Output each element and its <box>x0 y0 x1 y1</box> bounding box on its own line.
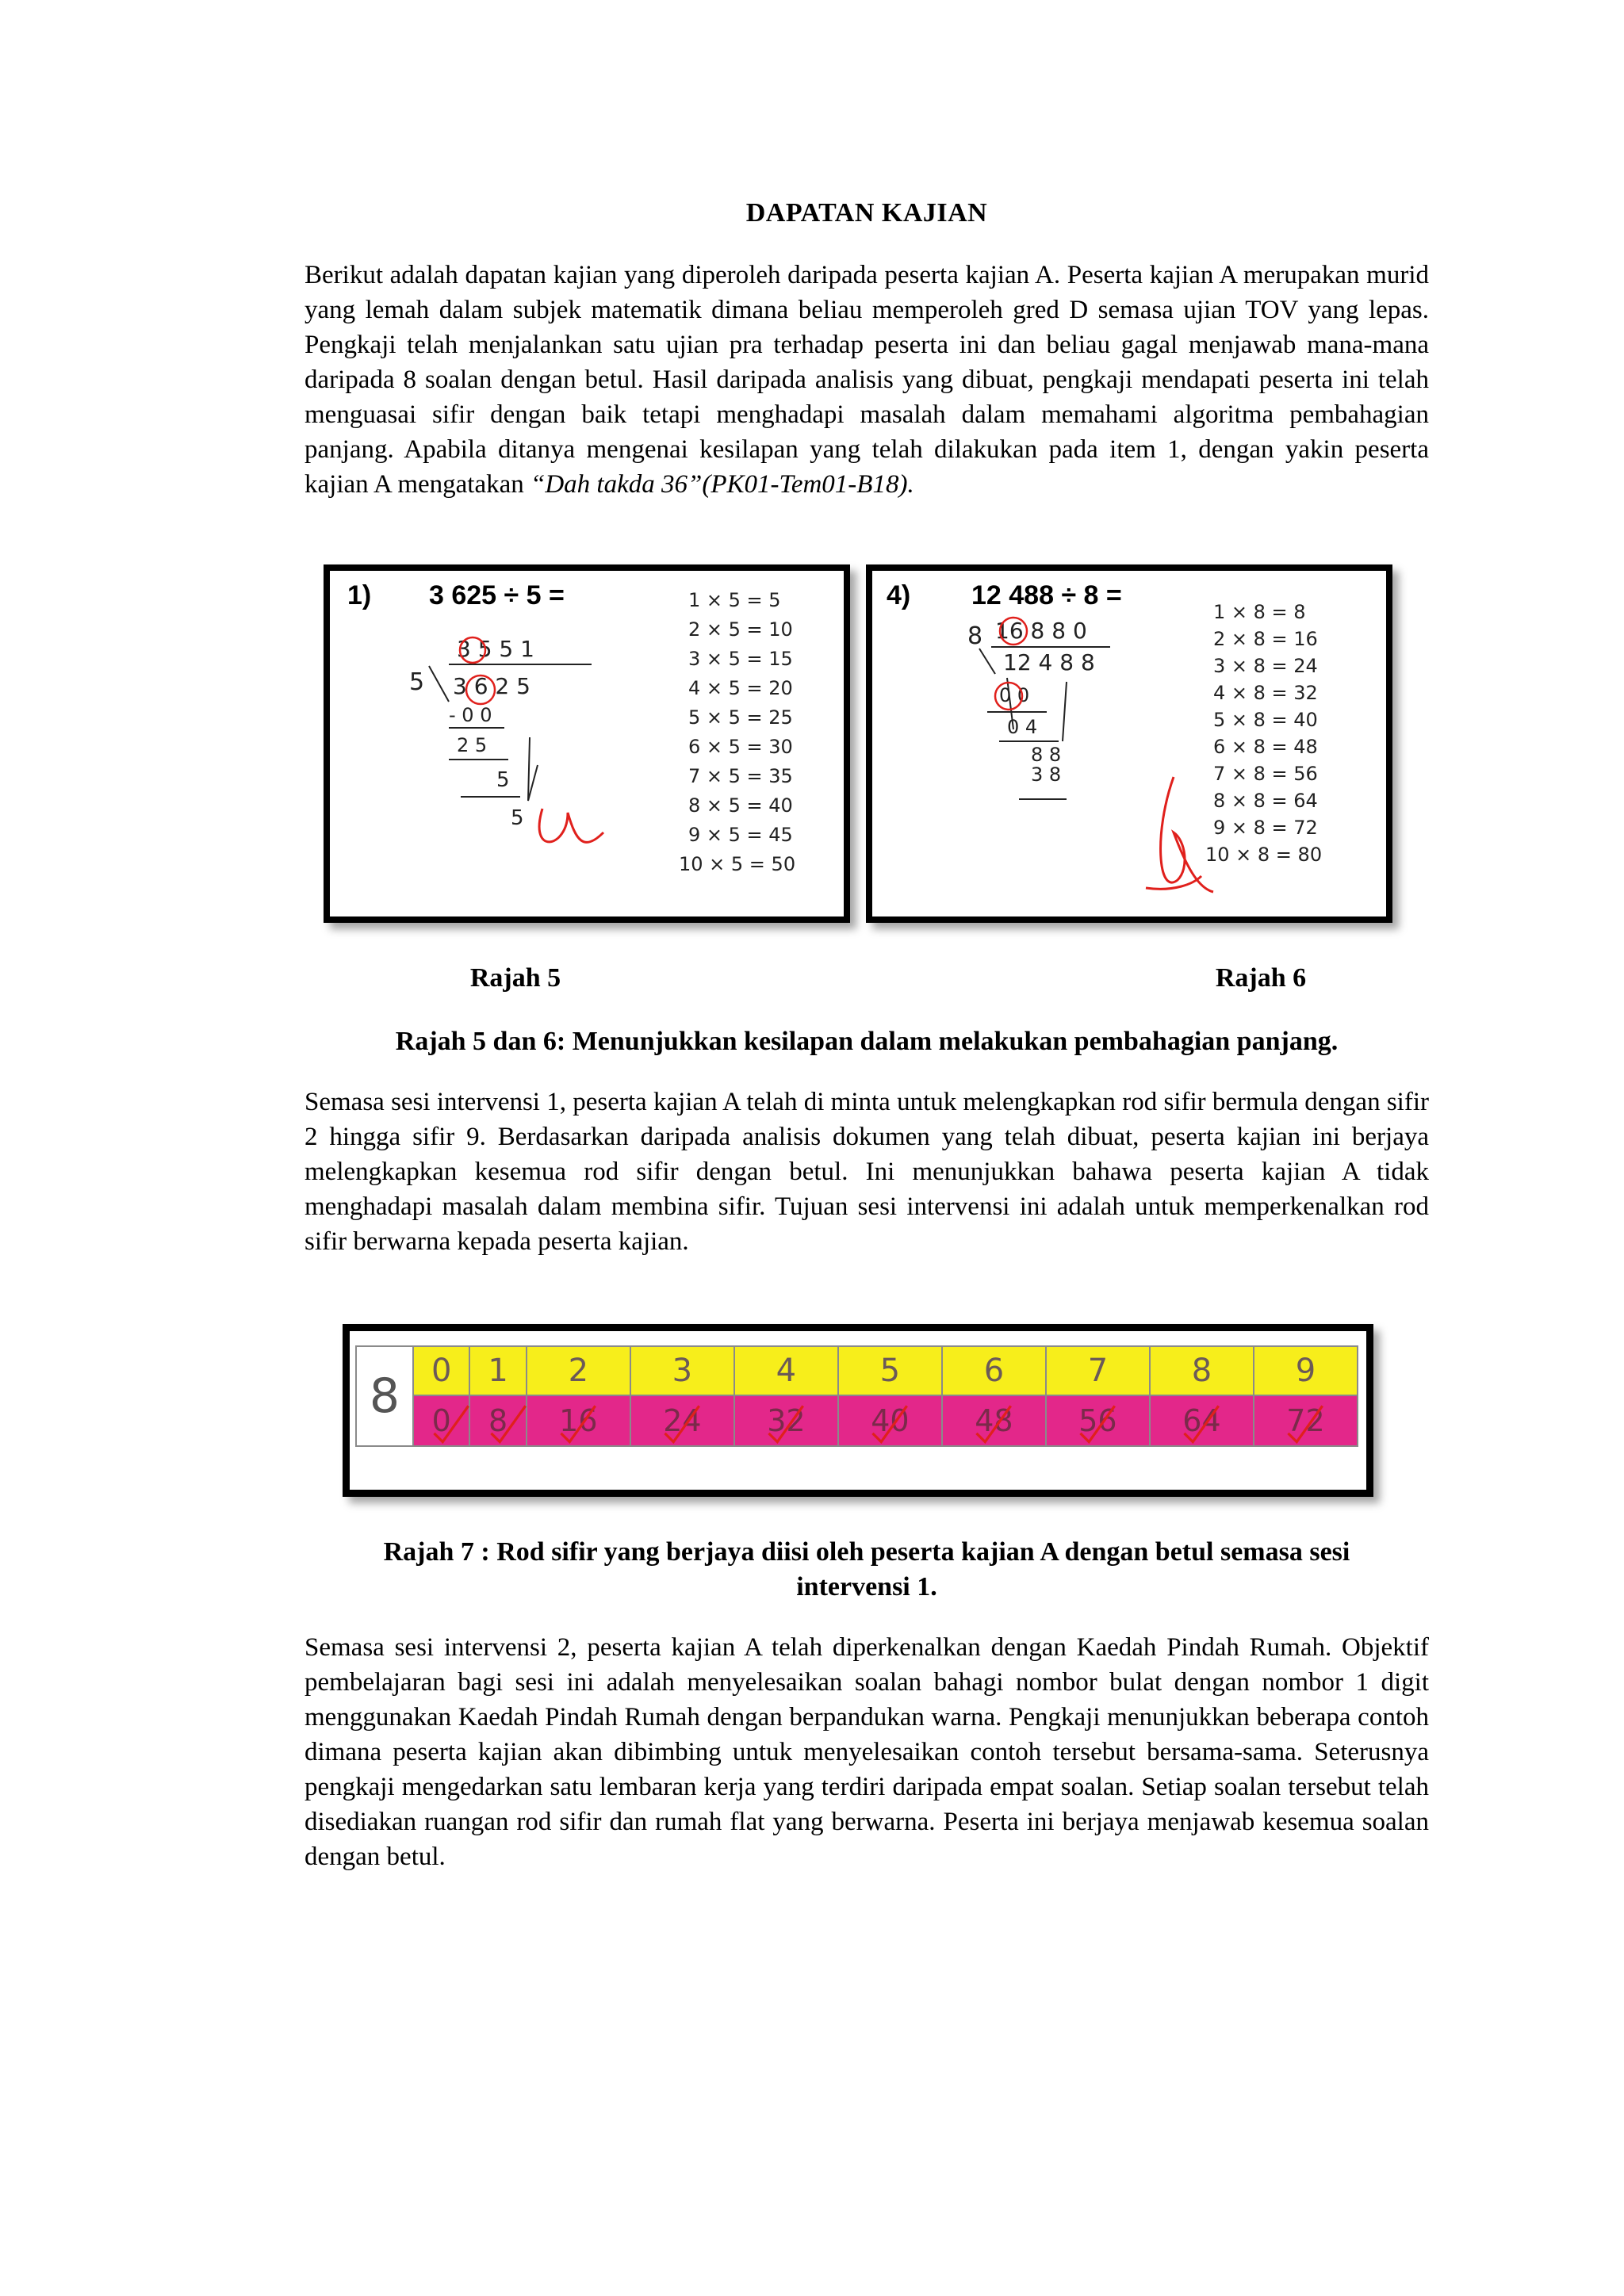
figure-5-table-row: 9 × 5 = 45 <box>688 824 793 846</box>
figure-6-table-row: 6 × 8 = 48 <box>1213 736 1318 758</box>
figure-6-image <box>866 564 1392 923</box>
figure-6-table-row: 2 × 8 = 16 <box>1213 628 1318 650</box>
figure-6-table-row: 1 × 8 = 8 <box>1213 601 1306 623</box>
figure-6-step-3: 8 8 <box>1031 744 1062 766</box>
rod-bottom-cell <box>1046 1395 1150 1446</box>
rod-top-cell: 8 <box>1150 1346 1254 1395</box>
figure-5-table-row: 4 × 5 = 20 <box>688 677 793 699</box>
figure-5-quotient: 3 5 5 1 <box>457 636 534 662</box>
figure-5-question-number: 1) <box>347 580 372 610</box>
figure-6-step-2: 0 4 <box>1007 716 1038 738</box>
rod-bottom-cell <box>630 1395 734 1446</box>
figure-7-caption <box>304 1535 1429 1605</box>
rod-top-cell: 0 <box>413 1346 469 1395</box>
page-heading: DAPATAN KAJIAN <box>745 198 988 228</box>
rod-top-cell: 6 <box>942 1346 1046 1395</box>
figure-6-table-row: 10 × 8 = 80 <box>1205 844 1323 866</box>
rod-bottom-value: 24 <box>663 1403 702 1438</box>
rod-multiplier: 8 <box>356 1346 413 1446</box>
figure-6-table-row: 9 × 8 = 72 <box>1213 817 1318 839</box>
figure-6-table-row: 4 × 8 = 32 <box>1213 682 1318 704</box>
rod-bottom-value: 0 <box>431 1403 451 1438</box>
figure-7-caption-line-2: intervensi 1. <box>796 1572 937 1601</box>
figure-5-table-row: 10 × 5 = 50 <box>679 853 796 875</box>
figure-6-dividend: 12 4 8 8 <box>1003 649 1095 675</box>
rod-top-cell: 9 <box>1254 1346 1358 1395</box>
figure-6-table-row: 8 × 8 = 64 <box>1213 790 1318 812</box>
figure-6-step-4: 3 8 <box>1031 763 1062 786</box>
figure-6-table-row: 5 × 8 = 40 <box>1213 709 1318 731</box>
figure-6-times-table <box>1205 601 1322 866</box>
rod-bottom-value: 56 <box>1078 1403 1117 1438</box>
rod-bottom-value: 48 <box>975 1403 1013 1438</box>
rod-bottom-cell <box>469 1395 526 1446</box>
rod-bottom-cell <box>942 1395 1046 1446</box>
figure-5-table-row: 6 × 5 = 30 <box>688 736 793 758</box>
paragraph-intervention-1: Semasa sesi intervensi 1, peserta kajian A telah di minta untuk melengkapkan rod sifir bermula dengan sifir 2 hingga sifir 9. Berdasarkan daripada analisis dokumen yang telah dibuat, peserta kajian ini berjaya melengkapkan kesemua rod sifir dengan betul. Ini menunjukkan bahawa peserta kajian A tidak menghadapi masalah dalam membina sifir. Tujuan sesi intervensi ini adalah untuk memperkenalkan rod sifir berwarna kepada peserta kajian. <box>304 1088 1429 1256</box>
figure-6-step-1: 0 0 <box>999 684 1030 706</box>
figure-5-image <box>324 564 850 923</box>
rod-bottom-cell <box>413 1395 469 1446</box>
rod-top-cell: 5 <box>838 1346 942 1395</box>
figure-6-table-row: 7 × 8 = 56 <box>1213 763 1318 785</box>
rod-bottom-cell <box>1150 1395 1254 1446</box>
paragraph-intro-quote: “Dah takda 36”(PK01-Tem01-B18). <box>530 470 914 499</box>
rod-top-cell: 1 <box>469 1346 526 1395</box>
figure-5-label: Rajah 5 <box>469 963 561 993</box>
rod-bottom-value: 64 <box>1182 1403 1221 1438</box>
figure-6-question: 12 488 ÷ 8 = <box>971 580 1122 610</box>
figure-5-step-4: 5 <box>511 806 524 830</box>
figure-5-step-3: 5 <box>496 768 510 792</box>
paragraph-intro <box>304 258 1429 502</box>
rod-bottom-value: 40 <box>871 1403 910 1438</box>
figure-5-table-row: 8 × 5 = 40 <box>688 794 793 817</box>
figure-5-divisor: 5 <box>409 668 425 696</box>
figure-5-step-1: - 0 0 <box>449 704 492 726</box>
figure-6-divisor: 8 <box>967 622 983 650</box>
figure-6-table-row: 3 × 8 = 24 <box>1213 655 1318 677</box>
rod-bottom-cell <box>527 1395 630 1446</box>
figure-5-table-row: 3 × 5 = 15 <box>688 648 793 670</box>
figure-7-caption-line-1: Rajah 7 : Rod sifir yang berjaya diisi oleh peserta kajian A dengan betul semasa sesi <box>383 1537 1350 1567</box>
rod-bottom-cell <box>1254 1395 1358 1446</box>
figure-5-question: 3 625 ÷ 5 = <box>429 580 565 610</box>
figure-6-quotient: 16 8 8 0 <box>995 618 1087 644</box>
figure-5-dividend: 3 6 2 5 <box>453 673 530 699</box>
figure-6-question-number: 4) <box>887 580 911 610</box>
figure-6-label: Rajah 6 <box>1215 963 1307 993</box>
rod-bottom-cell <box>838 1395 942 1446</box>
rod-bottom-value: 32 <box>767 1403 806 1438</box>
rod-top-cell: 3 <box>630 1346 734 1395</box>
paragraph-intervention-2: Semasa sesi intervensi 2, peserta kajian A telah diperkenalkan dengan Kaedah Pindah Rumah. Objektif pembelajaran bagi sesi ini adalah menyelesaikan soalan bahagi nombor bulat dengan nombor 1 digit menggunakan Kaedah Pindah Rumah dengan berpandukan warna. Pengkaji menunjukkan beberapa contoh dimana peserta kajian akan dibimbing untuk menyelesaikan contoh tersebut bersama-sama. Seterusnya pengkaji mengedarkan satu lembaran kerja yang terdiri daripada empat soalan. Setiap soalan tersebut telah disediakan ruangan rod sifir dan rumah flat yang berwarna. Peserta ini berjaya menjawab kesemua soalan dengan betul. <box>304 1633 1429 1871</box>
rod-sifir-table <box>355 1345 1358 1447</box>
rod-top-cell: 7 <box>1046 1346 1150 1395</box>
figure-5-table-row: 5 × 5 = 25 <box>688 706 793 729</box>
figure-5-step-2: 2 5 <box>457 734 488 756</box>
figure-5-table-row: 7 × 5 = 35 <box>688 765 793 787</box>
rod-top-cell: 2 <box>527 1346 630 1395</box>
rod-bottom-value: 8 <box>488 1403 508 1438</box>
figure-5-6-caption: Rajah 5 dan 6: Menunjukkan kesilapan dalam melakukan pembahagian panjang. <box>395 1027 1339 1056</box>
figure-5-table-row: 1 × 5 = 5 <box>688 589 781 611</box>
rod-bottom-cell <box>734 1395 838 1446</box>
rod-top-cell: 4 <box>734 1346 838 1395</box>
figure-5-times-table <box>679 589 795 875</box>
rod-bottom-value: 16 <box>559 1403 598 1438</box>
figure-5-table-row: 2 × 5 = 10 <box>688 618 793 641</box>
paragraph-intro-text: Berikut adalah dapatan kajian yang diperoleh daripada peserta kajian A. Peserta kajian A merupakan murid yang lemah dalam subjek matematik dimana beliau memperoleh gred D semasa ujian TOV yang lepas. Pengkaji telah menjalankan satu ujian pra terhadap peserta ini dan beliau gagal menjawab mana-mana daripada 8 soalan dengan betul. Hasil daripada analisis yang dibuat, pengkaji mendapati peserta ini telah menguasai sifir dengan baik tetapi menghadapi masalah dalam memahami algoritma pembahagian panjang. Apabila ditanya mengenai kesilapan yang telah dilakukan pada item 1, dengan yakin peserta kajian A mengatakan <box>304 261 1429 499</box>
rod-bottom-value: 72 <box>1286 1403 1325 1438</box>
